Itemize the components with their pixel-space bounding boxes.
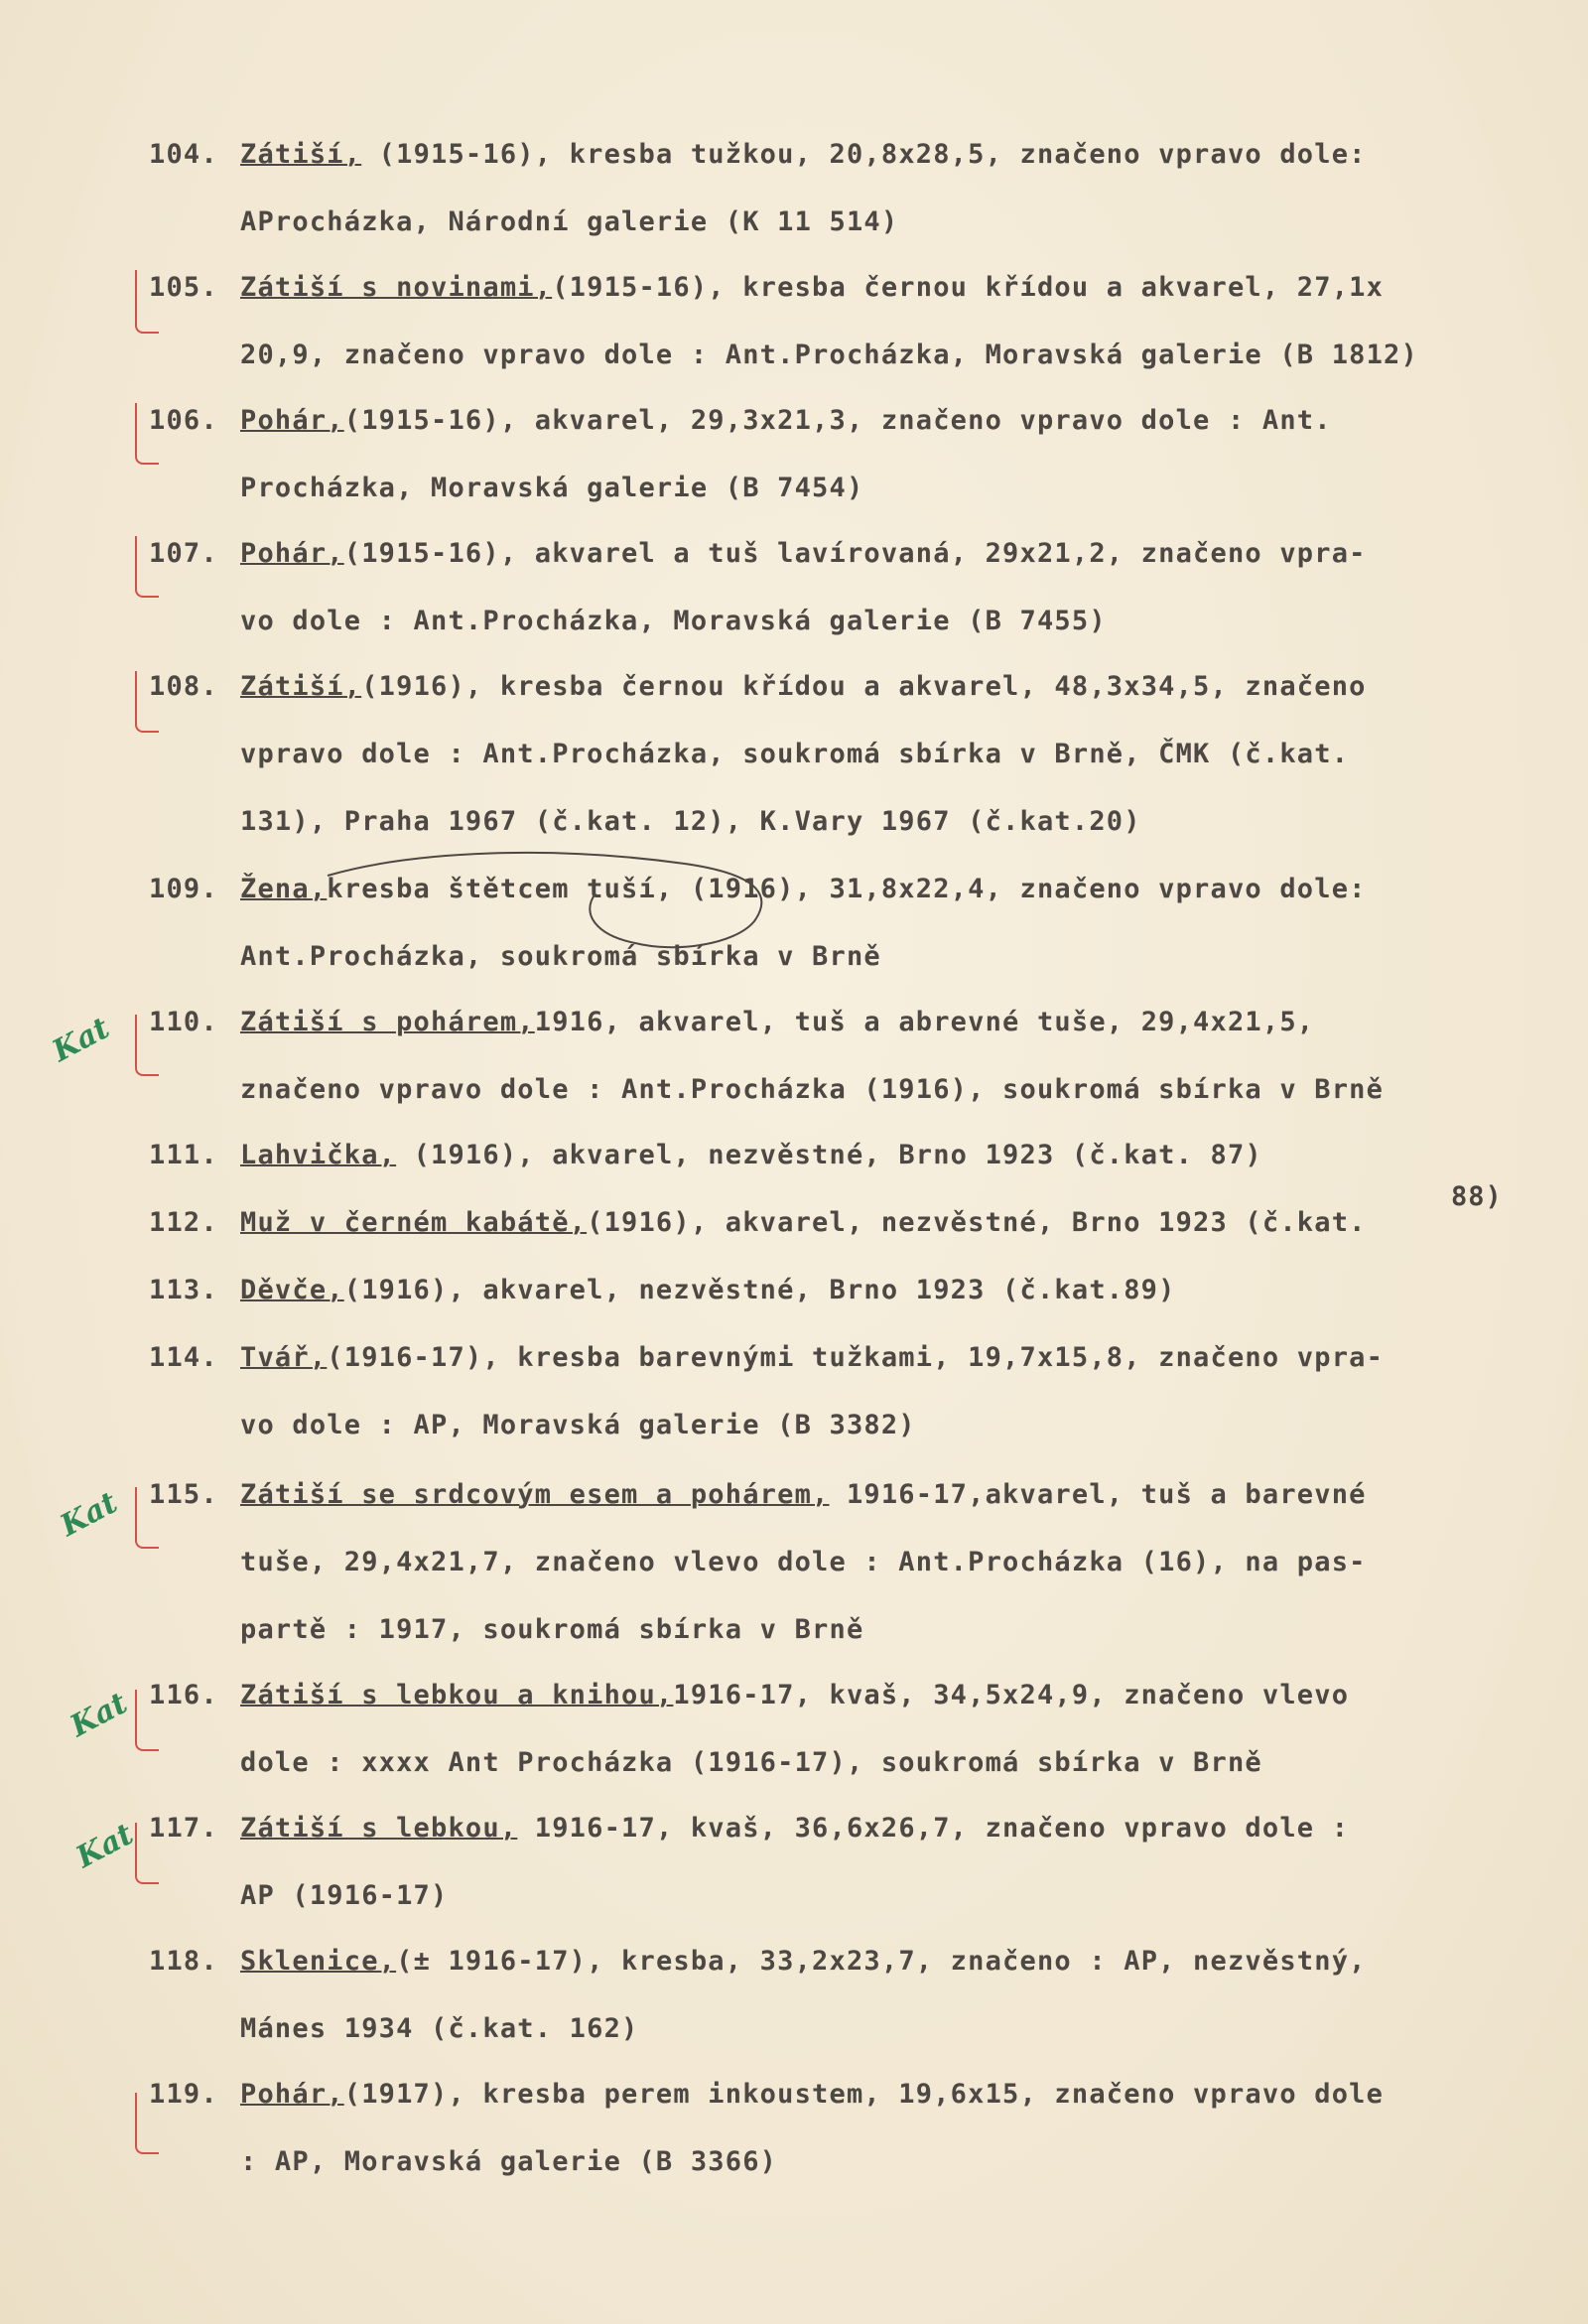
entry-line: [240, 1479, 1367, 1511]
entry-line: [240, 1207, 1367, 1239]
red-bracket-mark: [135, 403, 159, 465]
entry-line: [240, 2013, 638, 2045]
red-bracket-mark: [135, 1690, 159, 1751]
entry-details: 1916, akvarel, tuš a abrevné tuše, 29,4x21,5,: [534, 1007, 1315, 1037]
kat-mark: Kat: [70, 1817, 140, 1875]
entry-line: [240, 606, 1107, 637]
entry-line: [240, 1140, 1262, 1171]
entry-details: 1916-17, kvaš, 36,6x26,7, značeno vpravo dole :: [517, 1813, 1350, 1844]
entry-line: [240, 1275, 1176, 1306]
entry-line: [240, 473, 863, 504]
entry-details: kresba štětcem tuší, (1916), 31,8x22,4, značeno vpravo dole:: [327, 874, 1367, 904]
artwork-title: Zátiší s pohárem,: [240, 1007, 535, 1037]
entry-line: [240, 941, 881, 973]
entry-number: 108.: [149, 671, 218, 702]
entry-details: vpravo dole : Ant.Procházka, soukromá sbírka v Brně, ČMK (č.kat.: [240, 739, 1350, 769]
entry-line: [240, 538, 1367, 570]
entry-line: [240, 2146, 777, 2178]
artwork-title: Zátiší,: [240, 139, 362, 170]
entry-line: [240, 806, 1141, 838]
entry-line: [240, 739, 1349, 770]
entry-details: Mánes 1934 (č.kat. 162): [240, 2013, 639, 2044]
entry-details: tuše, 29,4x21,7, značeno vlevo dole : Ant.Procházka (16), na pas-: [240, 1547, 1367, 1577]
entry-details: 20,9, značeno vpravo dole : Ant.Procházka, Moravská galerie (B 1812): [240, 340, 1418, 370]
entry-line: [240, 671, 1367, 703]
entry-number: 115.: [149, 1479, 218, 1510]
entry-line: [240, 1813, 1349, 1845]
red-bracket-mark: [135, 671, 159, 733]
entry-number: 114.: [149, 1342, 218, 1373]
entry-line: [240, 1007, 1314, 1038]
red-bracket-mark: [135, 1823, 159, 1884]
entry-line: [240, 405, 1332, 437]
entry-details: 131), Praha 1967 (č.kat. 12), K.Vary 1967 (č.kat.20): [240, 806, 1141, 837]
entry-number: 109.: [149, 874, 218, 904]
entry-details: : AP, Moravská galerie (B 3366): [240, 2146, 778, 2177]
entry-number: 107.: [149, 538, 218, 569]
entry-line: [240, 340, 1418, 371]
entry-line: [240, 1547, 1367, 1578]
entry-details: (1915-16), akvarel, 29,3x21,3, značeno vpravo dole : Ant.: [343, 405, 1332, 436]
entry-line: [240, 1680, 1349, 1711]
entry-details: (1915-16), akvarel a tuš lavírovaná, 29x21,2, značeno vpra-: [343, 538, 1367, 569]
artwork-title: Zátiší s novinami,: [240, 272, 553, 303]
artwork-title: Pohár,: [240, 405, 344, 436]
entry-line: [240, 874, 1367, 905]
entry-details: partě : 1917, soukromá sbírka v Brně: [240, 1614, 864, 1645]
entry-details: (1917), kresba perem inkoustem, 19,6x15, značeno vpravo dole: [343, 2079, 1385, 2110]
entry-line: [240, 2079, 1384, 2111]
red-bracket-mark: [135, 536, 159, 598]
red-bracket-mark: [135, 270, 159, 334]
entry-details: Procházka, Moravská galerie (B 7454): [240, 473, 864, 503]
entry-details: vo dole : AP, Moravská galerie (B 3382): [240, 1410, 916, 1440]
entry-details: AP (1916-17): [240, 1880, 449, 1911]
entry-number: 113.: [149, 1275, 218, 1305]
kat-mark: Kat: [65, 1686, 134, 1744]
entry-number: 119.: [149, 2079, 218, 2110]
artwork-title: Pohár,: [240, 538, 344, 569]
entry-line: [240, 1946, 1367, 1978]
entry-number: 111.: [149, 1140, 218, 1170]
entry-line: [240, 139, 1367, 171]
entry-details: (1916-17), kresba barevnými tužkami, 19,7x15,8, značeno vpra-: [327, 1342, 1385, 1373]
entry-details: AProcházka, Národní galerie (K 11 514): [240, 206, 899, 237]
artwork-title: Zátiší se srdcovým esem a pohárem,: [240, 1479, 830, 1510]
entry-line: [240, 206, 898, 238]
artwork-title: Tvář,: [240, 1342, 328, 1373]
entry-details: 1916-17,akvarel, tuš a barevné: [829, 1479, 1367, 1510]
entry-number: 117.: [149, 1813, 218, 1844]
insert-88: 88): [1451, 1181, 1503, 1212]
entry-line: [240, 1342, 1384, 1374]
artwork-title: Žena,: [240, 874, 328, 904]
artwork-title: Zátiší s lebkou,: [240, 1813, 518, 1844]
entry-line: [240, 272, 1384, 304]
kat-mark: Kat: [55, 1485, 124, 1544]
artwork-title: Pohár,: [240, 2079, 344, 2110]
entry-number: 104.: [149, 139, 218, 170]
red-bracket-mark: [135, 1487, 159, 1549]
entry-number: 118.: [149, 1946, 218, 1977]
artwork-title: Muž v černém kabátě,: [240, 1207, 588, 1238]
red-bracket-mark: [135, 1015, 159, 1076]
entry-details: vo dole : Ant.Procházka, Moravská galerie (B 7455): [240, 606, 1107, 636]
entry-number: 106.: [149, 405, 218, 436]
artwork-title: Sklenice,: [240, 1946, 397, 1977]
kat-mark: Kat: [47, 1011, 116, 1069]
entry-details: 1916-17, kvaš, 34,5x24,9, značeno vlevo: [673, 1680, 1350, 1710]
entry-line: [240, 1747, 1262, 1779]
entry-details: (± 1916-17), kresba, 33,2x23,7, značeno : AP, nezvěstný,: [396, 1946, 1367, 1977]
entry-details: Ant.Procházka, soukromá sbírka v Brně: [240, 941, 881, 972]
entry-details: (1915-16), kresba černou křídou a akvarel, 27,1x: [552, 272, 1385, 303]
entry-line: [240, 1880, 448, 1912]
entry-number: 112.: [149, 1207, 218, 1238]
entry-number: 110.: [149, 1007, 218, 1037]
artwork-title: Lahvička,: [240, 1140, 397, 1170]
entry-details: (1915-16), kresba tužkou, 20,8x28,5, značeno vpravo dole:: [361, 139, 1367, 170]
artwork-title: Zátiší s lebkou a knihou,: [240, 1680, 674, 1710]
artwork-title: Děvče,: [240, 1275, 344, 1305]
artwork-title: Zátiší,: [240, 671, 362, 702]
entry-line: [240, 1614, 863, 1646]
entry-details: (1916), kresba černou křídou a akvarel, 48,3x34,5, značeno: [361, 671, 1367, 702]
entry-line: [240, 1074, 1384, 1106]
entry-number: 105.: [149, 272, 218, 303]
entry-details: značeno vpravo dole : Ant.Procházka (1916), soukromá sbírka v Brně: [240, 1074, 1385, 1105]
red-bracket-mark: [135, 2093, 159, 2154]
entry-details: dole : xxxx Ant Procházka (1916-17), soukromá sbírka v Brně: [240, 1747, 1262, 1778]
entry-line: [240, 1410, 916, 1441]
entry-details: (1916), akvarel, nezvěstné, Brno 1923 (č.kat.: [587, 1207, 1367, 1238]
entry-details: (1916), akvarel, nezvěstné, Brno 1923 (č.kat.89): [343, 1275, 1176, 1305]
entry-number: 116.: [149, 1680, 218, 1710]
entry-details: (1916), akvarel, nezvěstné, Brno 1923 (č.kat. 87): [396, 1140, 1262, 1170]
